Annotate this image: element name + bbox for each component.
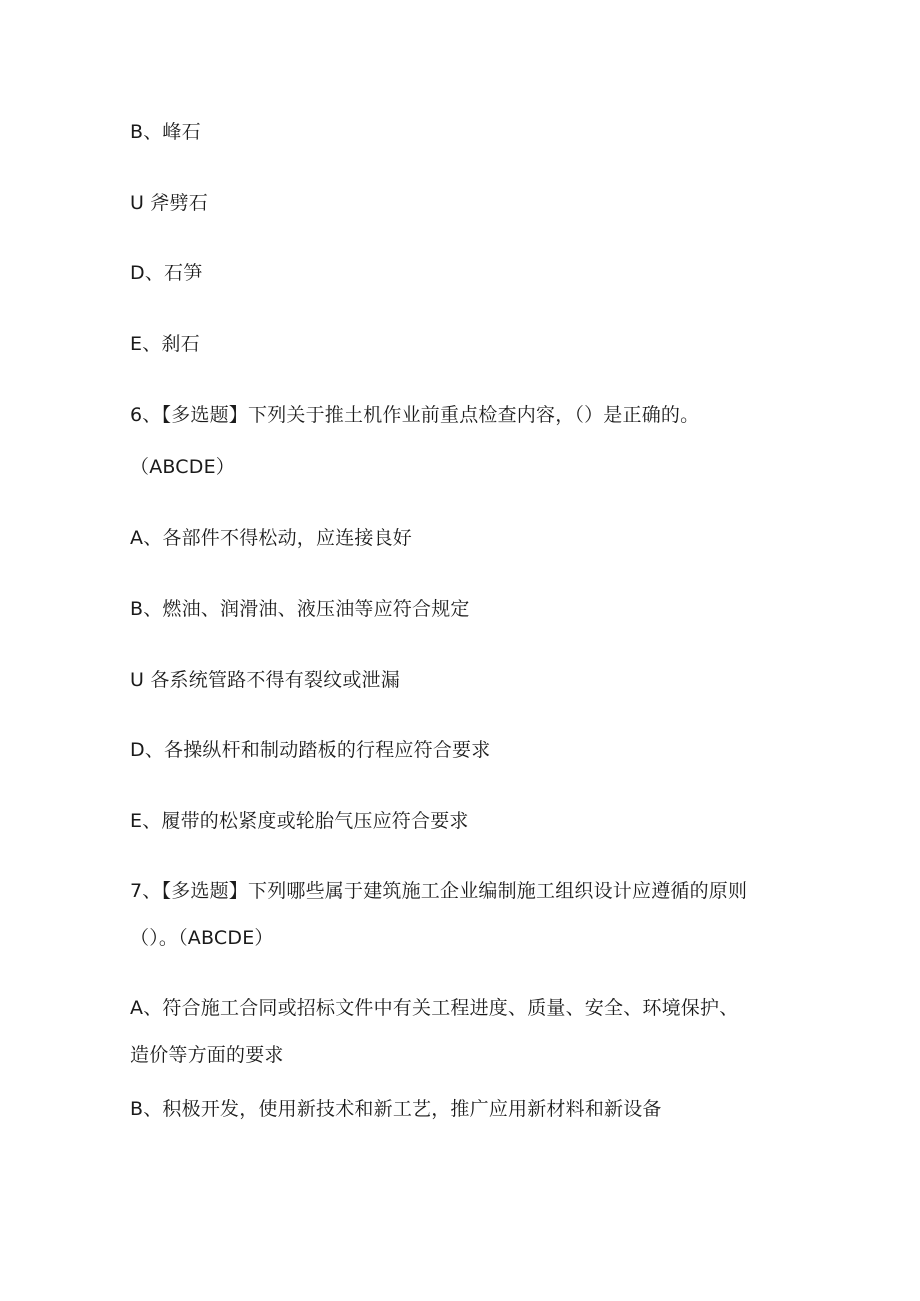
q6-option-d: D、各操纵杆和制动踏板的行程应符合要求 [130,739,491,761]
q7-answer: （）。（ABCDE） [130,927,274,949]
q6-option-b: B、燃油、润滑油、液压油等应符合规定 [130,598,470,620]
q6-answer: （ABCDE） [130,456,236,478]
q5-option-b: B、峰石 [130,121,201,143]
q6-option-c: U 各系统管路不得有裂纹或泄漏 [130,669,400,691]
q7-option-b: B、积极开发，使用新技术和新工艺，推广应用新材料和新设备 [130,1098,662,1120]
q5-option-d: D、石笋 [130,262,203,284]
q6-option-e: E、履带的松紧度或轮胎气压应符合要求 [130,810,469,832]
q6-stem: 6、【多选题】下列关于推土机作业前重点检查内容，（）是正确的。 [130,404,700,426]
q5-option-c: U 斧劈石 [130,192,208,214]
q7-option-a-line2: 造价等方面的要求 [130,1044,284,1066]
q7-option-a-line1: A、符合施工合同或招标文件中有关工程进度、质量、安全、环境保护、 [130,997,739,1019]
q5-option-e: E、刹石 [130,333,200,355]
q7-stem: 7、【多选题】下列哪些属于建筑施工企业编制施工组织设计应遵循的原则 [130,880,748,902]
q6-option-a: A、各部件不得松动，应连接良好 [130,527,412,549]
